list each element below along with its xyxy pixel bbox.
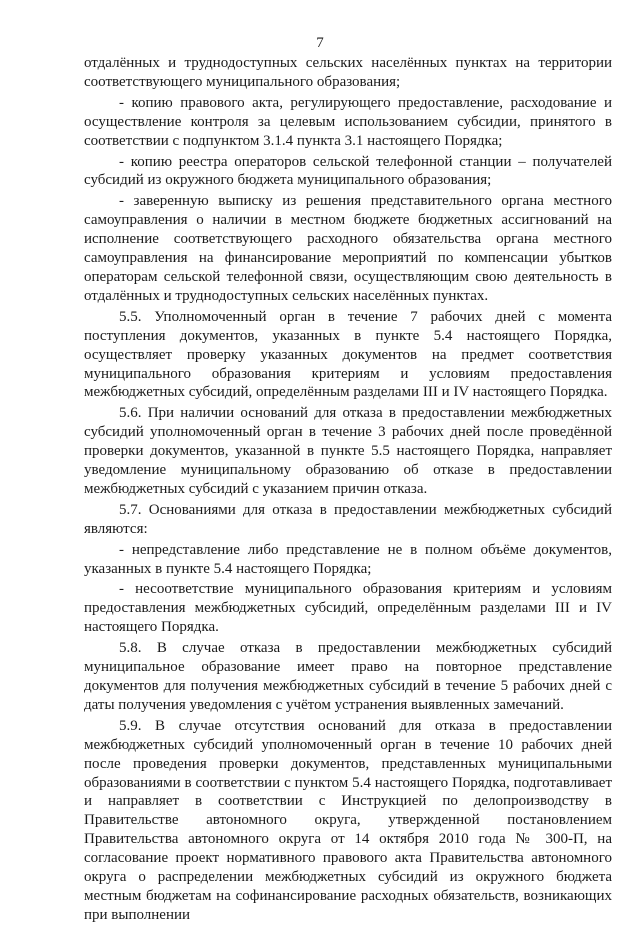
clause-5-9: 5.9. В случае отсутствия оснований для отказа в предоставлении межбюджетных субсидий уполномоченный орган в течение 10 рабочих дней после проведения проверки документов, представленных муниципальными образованиями в соответствии с пунктом 5.4 настоящего Порядка, подготавливает и направляет в соответствии с Инструкцией по делопроизводству в Правительстве автономного округа, утвержденной постановлением Правительства автономного округа от 14 октября 2010 года № 300-П, на согласование проект нормативного правового акта Правительства автономного округа о распределении межбюджетных субсидий из окружного бюджета местным бюджетам на софинансирование расходных обязательств, возникающих при выполнении — [84, 717, 612, 923]
list-item-legal-act-copy: - копию правового акта, регулирующего предоставление, расходование и осуществление контроля за целевым использованием субсидии, принятого в соответствии с подпунктом 3.1.4 пункта 3.1 настоящего Порядка; — [84, 94, 612, 149]
clause-5-5: 5.5. Уполномоченный орган в течение 7 рабочих дней с момента поступления документов, указанных в пункте 5.4 настоящего Порядка, осуществляет проверку указанных документов на предмет соответствия муниципального образования критериям и условиям предоставления межбюджетных субсидий, определённым разделами III и IV настоящего Порядка. — [84, 308, 612, 401]
list-item-criteria-mismatch: - несоответствие муниципального образования критериям и условиям предоставления межбюджетных субсидий, определённым разделами III и IV настоящего Порядка. — [84, 581, 612, 636]
list-item-incomplete-documents: - непредставление либо представление не в полном объёме документов, указанных в пункте 5.4 настоящего Порядка; — [84, 541, 612, 577]
page-number: 7 — [316, 35, 324, 51]
list-item-certified-extract: - заверенную выписку из решения представительного органа местного самоуправления о наличии в местном бюджете бюджетных ассигнований на исполнение соответствующего расходного обязательства органа местного самоуправления на финансирование мероприятий по компенсации убытков операторам сельской телефонной связи, осуществляющим свою деятельность в отдалённых и труднодоступных сельских населённых пунктах. — [84, 193, 612, 304]
clause-5-7: 5.7. Основаниями для отказа в предоставлении межбюджетных субсидий являются: — [84, 501, 612, 537]
paragraph-continuation: отдалённых и труднодоступных сельских населённых пунктах на территории соответствующего муниципального образования; — [84, 55, 612, 90]
clause-5-8: 5.8. В случае отказа в предоставлении межбюджетных субсидий муниципальное образование имеет право на повторное представление документов для получения межбюджетных субсидий в течение 5 рабочих дней с даты получения уведомления с учётом устранения выявленных замечаний. — [84, 640, 612, 713]
clause-5-6: 5.6. При наличии оснований для отказа в предоставлении межбюджетных субсидий уполномоченный орган в течение 3 рабочих дней после проведённой проверки документов, указанной в пункте 5.5 настоящего Порядка, направляет уведомление муниципальному образованию об отказе в предоставлении межбюджетных субсидий с указанием причин отказа. — [84, 405, 612, 497]
document-body — [84, 54, 612, 927]
list-item-operator-registry-copy: - копию реестра операторов сельской телефонной станции – получателей субсидий из окружного бюджета муниципального образования; — [84, 153, 612, 189]
